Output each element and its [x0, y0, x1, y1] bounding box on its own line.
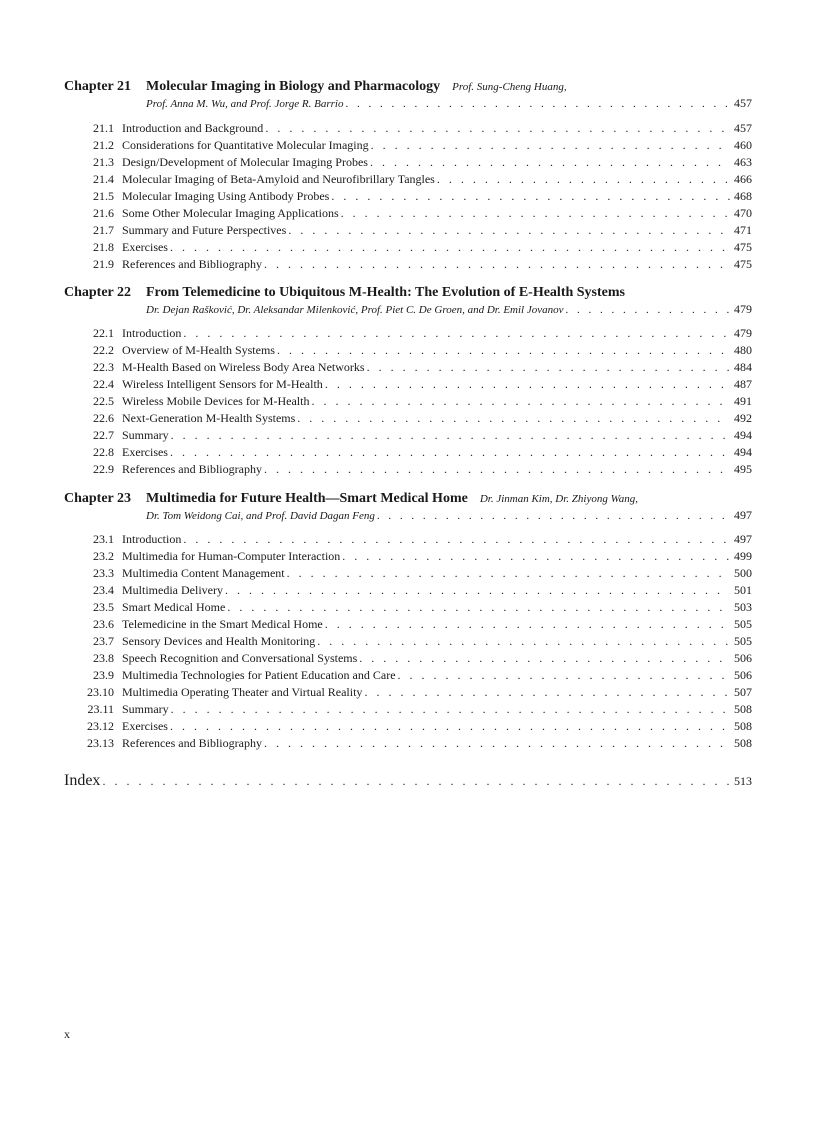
chapter-title: Multimedia for Future Health—Smart Medical Home: [146, 491, 468, 506]
toc-entry[interactable]: 21.3 Design/Development of Molecular Imaging Probes . . . 463: [122, 154, 752, 170]
toc-entry[interactable]: 22.7 Summary . . . 494: [122, 427, 752, 443]
chapter-authors-line: Dr. Dejan Rašković, Dr. Aleksandar Milenković, Prof. Piet C. De Groen, and Dr. Emil Jovanov . . . 479: [146, 301, 752, 317]
toc-entry[interactable]: 23.11 Summary . . . 508: [122, 701, 752, 717]
chapter-authors-line: Dr. Tom Weidong Cai, and Prof. David Dagan Feng . . . 497: [146, 507, 752, 523]
chapter-heading: [64, 284, 754, 302]
toc-entry[interactable]: 22.2 Overview of M-Health Systems . . . 480: [122, 342, 752, 358]
toc-entry[interactable]: 23.1 Introduction . . . 497: [122, 531, 752, 547]
toc-entry[interactable]: 22.8 Exercises . . . 494: [122, 444, 752, 460]
toc-entry[interactable]: 23.5 Smart Medical Home . . . 503: [122, 599, 752, 615]
chapter-title: From Telemedicine to Ubiquitous M-Health: The Evolution of E-Health Systems: [146, 285, 625, 300]
chapter-authors-line: Prof. Anna M. Wu, and Prof. Jorge R. Barrio . . . 457: [146, 95, 752, 111]
toc-entry[interactable]: 21.6 Some Other Molecular Imaging Applications . . . 470: [122, 205, 752, 221]
chapter-authors-inline: Dr. Jinman Kim, Dr. Zhiyong Wang,: [479, 493, 639, 505]
toc-entry[interactable]: 22.9 References and Bibliography . . . 495: [122, 461, 752, 477]
toc-entry[interactable]: 23.9 Multimedia Technologies for Patient Education and Care . . . 506: [122, 667, 752, 683]
toc-entry[interactable]: 23.2 Multimedia for Human-Computer Interaction . . . 499: [122, 548, 752, 564]
toc-entry[interactable]: 23.10 Multimedia Operating Theater and Virtual Reality . . . 507: [122, 684, 752, 700]
chapter-label: Chapter 21: [64, 79, 132, 94]
chapter-label: Chapter 22: [64, 285, 132, 300]
toc-entry[interactable]: 23.7 Sensory Devices and Health Monitoring . . . 505: [122, 633, 752, 649]
toc-entry[interactable]: 21.7 Summary and Future Perspectives . . . 471: [122, 222, 752, 238]
toc-entry[interactable]: 21.2 Considerations for Quantitative Molecular Imaging . . . 460: [122, 137, 752, 153]
chapter-page: 497: [734, 508, 752, 522]
index-label: Index: [64, 772, 101, 789]
page-folio: x: [64, 1027, 70, 1041]
chapter-page: 479: [734, 302, 752, 316]
index-page: 513: [734, 774, 752, 788]
toc-entry[interactable]: 22.4 Wireless Intelligent Sensors for M-Health . . . 487: [122, 376, 752, 392]
toc-entry[interactable]: 21.4 Molecular Imaging of Beta-Amyloid and Neurofibrillary Tangles . . . 466: [122, 171, 752, 187]
toc-entry[interactable]: 23.13 References and Bibliography . . . 508: [122, 735, 752, 751]
chapter-heading: [64, 490, 754, 508]
toc-entry[interactable]: 23.4 Multimedia Delivery . . . 501: [122, 582, 752, 598]
toc-entry[interactable]: 23.6 Telemedicine in the Smart Medical Home . . . 505: [122, 616, 752, 632]
toc-entry[interactable]: 21.1 Introduction and Background . . . 457: [122, 120, 752, 136]
chapter-label: Chapter 23: [64, 491, 132, 506]
toc-entry[interactable]: 23.3 Multimedia Content Management . . . 500: [122, 565, 752, 581]
toc-entry-index[interactable]: [64, 770, 752, 792]
toc-entry[interactable]: 22.1 Introduction . . . 479: [122, 325, 752, 341]
toc-entry[interactable]: 21.5 Molecular Imaging Using Antibody Probes . . . 468: [122, 188, 752, 204]
chapter-authors-inline: Prof. Sung-Cheng Huang,: [452, 81, 567, 93]
chapter-heading: [64, 78, 754, 96]
toc-entry[interactable]: 22.5 Wireless Mobile Devices for M-Health . . . 491: [122, 393, 752, 409]
toc-entry[interactable]: 22.3 M-Health Based on Wireless Body Area Networks . . . 484: [122, 359, 752, 375]
chapter-page: 457: [734, 96, 752, 110]
toc-entry[interactable]: 21.8 Exercises . . . 475: [122, 239, 752, 255]
toc-entry[interactable]: 23.12 Exercises . . . 508: [122, 718, 752, 734]
chapter-title: Molecular Imaging in Biology and Pharmacology: [146, 79, 441, 94]
toc-entry[interactable]: 22.6 Next-Generation M-Health Systems . . . 492: [122, 410, 752, 426]
toc-entry[interactable]: 23.8 Speech Recognition and Conversational Systems . . . 506: [122, 650, 752, 666]
toc-entry[interactable]: 21.9 References and Bibliography . . . 475: [122, 256, 752, 272]
